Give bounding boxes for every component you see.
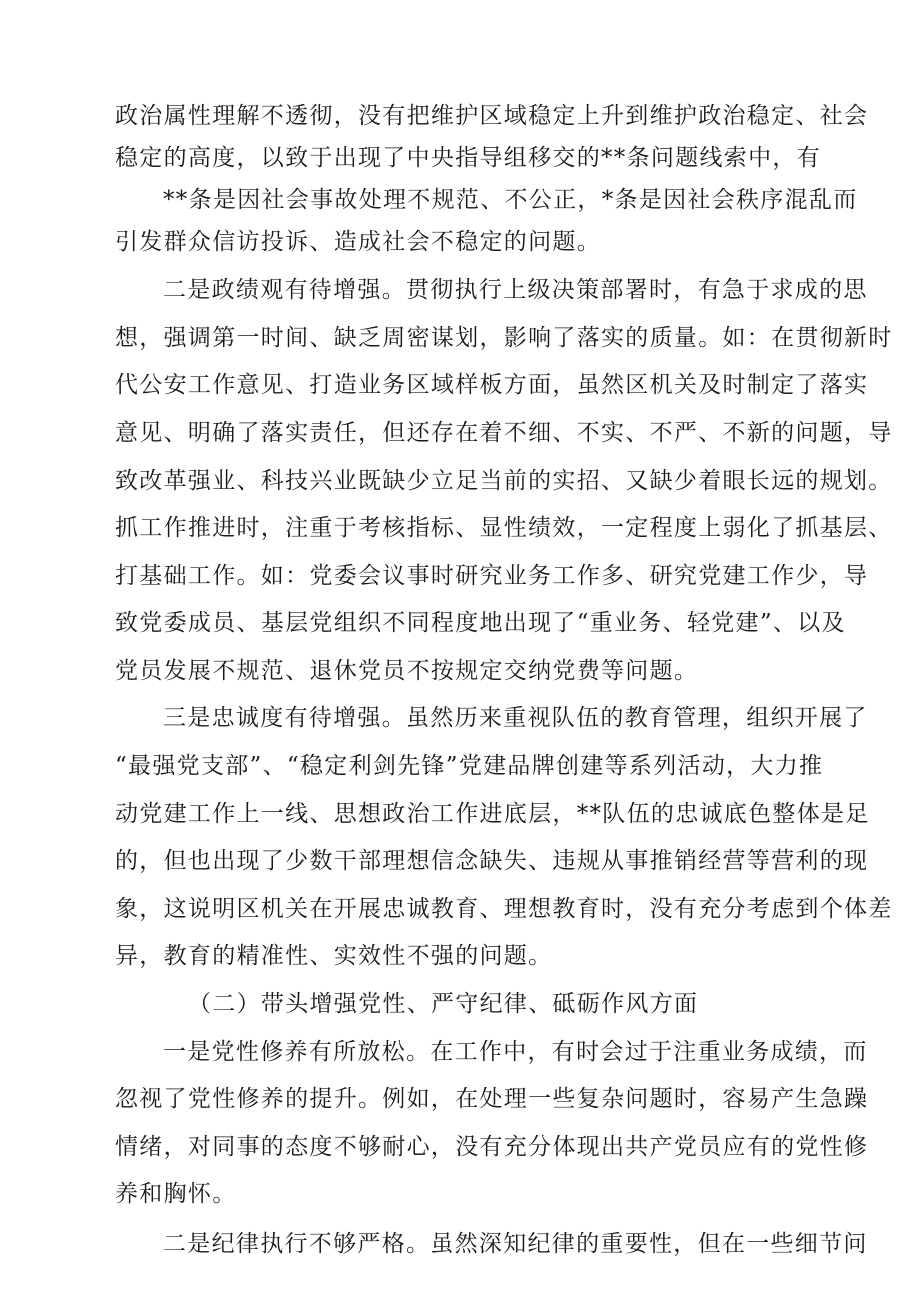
text-line-17: 的，但也出现了少数干部理想信念缺失、违规从事推销经营等营利的现 [115, 848, 869, 874]
text-line-11: 打基础工作。如：党委会议事时研究业务工作多、研究党建工作少，导 [115, 563, 869, 589]
text-line-12: 致党委成员、基层党组织不同程度地出现了“重业务、轻党建”、以及 [115, 610, 846, 636]
text-line-24: 养和胸怀。 [115, 1181, 237, 1207]
text-line-25: 二是纪律执行不够严格。虽然深知纪律的重要性，但在一些细节问 [163, 1231, 868, 1257]
text-line-21: 一是党性修养有所放松。在工作中，有时会过于注重业务成绩，而 [163, 1039, 868, 1065]
text-line-8: 意见、明确了落实责任，但还存在着不细、不实、不严、不新的问题，导 [115, 420, 893, 446]
text-line-3: **条是因社会事故处理不规范、不公正，*条是因社会秩序混乱而 [163, 187, 858, 213]
text-line-6: 想，强调第一时间、缺乏周密谋划，影响了落实的质量。如：在贯彻新时 [115, 325, 893, 351]
text-line-4: 引发群众信访投诉、造成社会不稳定的问题。 [115, 229, 601, 255]
text-line-10: 抓工作推进时，注重于考核指标、显性绩效，一定程度上弱化了抓基层、 [115, 515, 893, 541]
text-line-7: 代公安工作意见、打造业务区域样板方面，虽然区机关及时制定了落实 [115, 372, 869, 398]
text-line-9: 致改革强业、科技兴业既缺少立足当前的实招、又缺少着眼长远的规划。 [115, 468, 893, 494]
text-line-23: 情绪，对同事的态度不够耐心，没有充分体现出共产党员应有的党性修 [115, 1134, 869, 1160]
text-line-2: 稳定的高度，以致于出现了中央指导组移交的**条问题线索中，有 [115, 145, 821, 171]
text-line-18: 象，这说明区机关在开展忠诚教育、理想教育时，没有充分考虑到个体差 [115, 896, 893, 922]
section-heading: （二）带头增强党性、严守纪律、砥砺作风方面 [188, 991, 699, 1017]
text-line-13: 党员发展不规范、退休党员不按规定交纳党费等问题。 [115, 658, 699, 684]
text-line-15: “最强党支部”、“稳定利剑先锋”党建品牌创建等系列活动，大力推 [115, 753, 824, 779]
text-line-14: 三是忠诚度有待增强。虽然历来重视队伍的教育管理，组织开展了 [163, 705, 868, 731]
text-line-19: 异，教育的精准性、实效性不强的问题。 [115, 943, 553, 969]
text-line-5: 二是政绩观有待增强。贯彻执行上级决策部署时，有急于求成的思 [163, 277, 868, 303]
text-line-16: 动党建工作上一线、思想政治工作进底层，**队伍的忠诚底色整体是足 [115, 801, 870, 827]
text-line-1: 政治属性理解不透彻，没有把维护区域稳定上升到维护政治稳定、社会 [115, 103, 869, 129]
text-line-22: 忽视了党性修养的提升。例如，在处理一些复杂问题时，容易产生急躁 [115, 1086, 869, 1112]
